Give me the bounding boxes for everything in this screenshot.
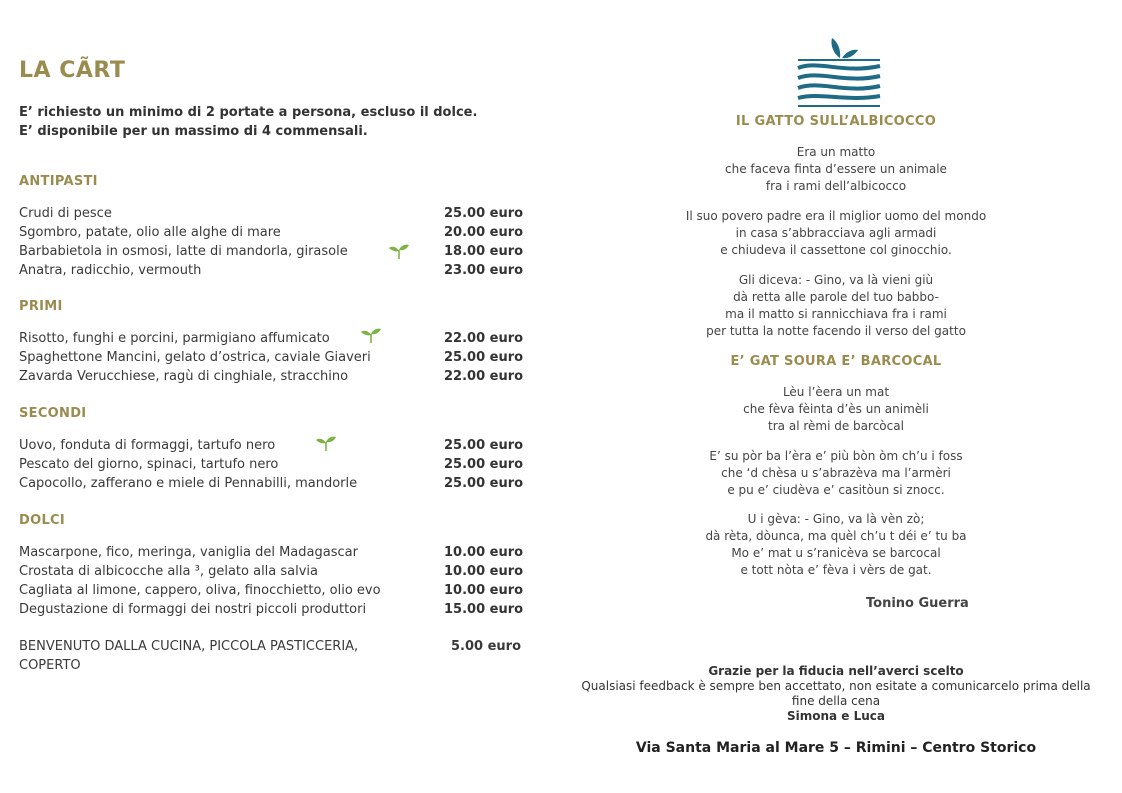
poem-stanza [560,448,1112,499]
poem-line: che ‘d chèsa u s’abrazèva ma l’armèri [721,466,951,480]
poem-title-dialect: E’ GAT SOURA E’ BARCOCAL [730,354,942,369]
item-price: 25.00 euro [444,457,524,472]
item-name: Cagliata al limone, cappero, oliva, finocchietto, olio evo [19,583,381,598]
item-name: Degustazione di formaggi dei nostri piccoli produttori [19,602,367,617]
item-name: Mascarpone, fico, meringa, vaniglia del Madagascar [19,545,358,560]
item-name: Risotto, funghi e porcini, parmigiano affumicato [19,331,330,346]
item-price: 23.00 euro [444,263,524,278]
poem-line: che fèva fèinta d’ès un animèli [743,402,929,416]
menu-item [19,436,524,455]
item-price: 22.00 euro [444,331,524,346]
thanks-note [560,664,1112,724]
intro-line-1: E’ richiesto un minimo di 2 portate a persona, escluso il dolce. [19,105,478,120]
item-name: Capocollo, zafferano e miele di Pennabilli, mandorle [19,476,358,491]
item-name: Spaghettone Mancini, gelato d’ostrica, caviale Giaveri [19,350,371,365]
poem-line: per tutta la notte facendo il verso del gatto [706,324,966,338]
item-price: 10.00 euro [444,545,524,560]
poem-title-italian: IL GATTO SULL’ALBICOCCO [735,114,937,129]
menu-title: LA CÃRT [19,58,126,83]
poem-stanza [560,384,1112,435]
poem-line: che faceva finta d’essere un animale [725,162,947,176]
poem-line: e pu e’ ciudèva e’ casitòun si znocc. [727,483,945,497]
section-title-dolci: DOLCI [19,513,66,528]
sprout-icon [360,326,382,344]
restaurant-address: Via Santa Maria al Mare 5 – Rimini – Centro Storico [635,740,1037,756]
menu-item [19,455,524,474]
item-price: 25.00 euro [444,206,524,221]
item-price: 22.00 euro [444,369,524,384]
poem-line: Il suo povero padre era il miglior uomo del mondo [685,209,987,223]
item-price: 25.00 euro [444,438,524,453]
section-title-primi: PRIMI [19,299,63,314]
menu-item [19,367,524,386]
signature: Simona e Luca [786,709,886,723]
menu-item [19,543,524,562]
section-title-secondi: SECONDI [19,406,87,421]
menu-item [19,223,524,242]
poem-line: Mo e’ mat u s’ranicèva se barcocal [731,546,941,560]
poem-line: ma il matto si rannicchiava fra i rami [725,307,947,321]
item-price: 10.00 euro [444,564,524,579]
poem-stanza [560,208,1112,259]
poem-line: tra al rèmi de barcòcal [768,419,904,433]
item-price: 25.00 euro [444,350,524,365]
sprout-icon [315,434,337,452]
poem-line: Gli diceva: - Gino, va là vieni giù [738,273,934,287]
item-price: 15.00 euro [444,602,524,617]
menu-item [19,329,524,348]
menu-item [19,204,524,223]
extra-price: 5.00 euro [451,639,522,654]
item-name: Barbabietola in osmosi, latte di mandorla, girasole [19,244,348,259]
item-name: Crudi di pesce [19,206,112,221]
item-price: 20.00 euro [444,225,524,240]
item-name: Pescato del giorno, spinaci, tartufo nero [19,457,279,472]
poem-line: E’ su pòr ba l’èra e’ più bòn òm ch’u i foss [709,449,963,463]
feedback-line: Qualsiasi feedback è sempre ben accettato, non esitate a comunicarcelo prima della [581,679,1091,693]
poem-line: fra i rami dell’albicocco [765,179,907,193]
menu-item [19,581,524,600]
menu-item [19,261,524,280]
poem-line: e chiudeva il cassettone col ginocchio. [720,243,952,257]
item-name: Zavarda Verucchiese, ragù di cinghiale, stracchino [19,369,349,384]
menu-item [19,242,524,261]
intro-line-2: E’ disponibile per un massimo di 4 commensali. [19,124,368,139]
menu-item [19,348,524,367]
poem-line: e tott nòta e’ fèva i vèrs de gat. [740,563,932,577]
poem-stanza [560,144,1112,195]
item-name: Anatra, radicchio, vermouth [19,263,202,278]
poem-stanza [560,272,1112,340]
extra-name: BENVENUTO DALLA CUCINA, PICCOLA PASTICCERIA, COPERTO [19,639,359,673]
poem-line: U i gèva: - Gino, va là vèn zò; [747,512,925,526]
item-price: 25.00 euro [444,476,524,491]
restaurant-logo [796,36,882,108]
sprout-icon [388,242,410,260]
item-name: Sgombro, patate, olio alle alghe di mare [19,225,281,240]
menu-item [19,600,524,619]
menu-intro [19,103,477,141]
item-price: 18.00 euro [444,244,524,259]
poem-line: Era un matto [796,145,876,159]
poem-line: dà retta alle parole del tuo babbo- [733,290,939,304]
author-name: Tonino Guerra [866,596,969,611]
menu-item [19,474,524,493]
feedback-line: fine della cena [791,694,881,708]
item-name: Uovo, fonduta di formaggi, tartufo nero [19,438,276,453]
menu-item [19,562,524,581]
item-name: Crostata di albicocche alla ³, gelato alla salvia [19,564,319,579]
poem-line: Lèu l’èera un mat [782,385,890,399]
poem-line: in casa s’abbracciava agli armadi [735,226,937,240]
section-title-antipasti: ANTIPASTI [19,174,98,189]
poem-line: dà rèta, dòunca, ma quèl ch’u t déi e’ tu ba [705,529,967,543]
poem-stanza [560,511,1112,579]
thanks-line: Grazie per la fiducia nell’averci scelto [708,664,964,678]
item-price: 10.00 euro [444,583,524,598]
